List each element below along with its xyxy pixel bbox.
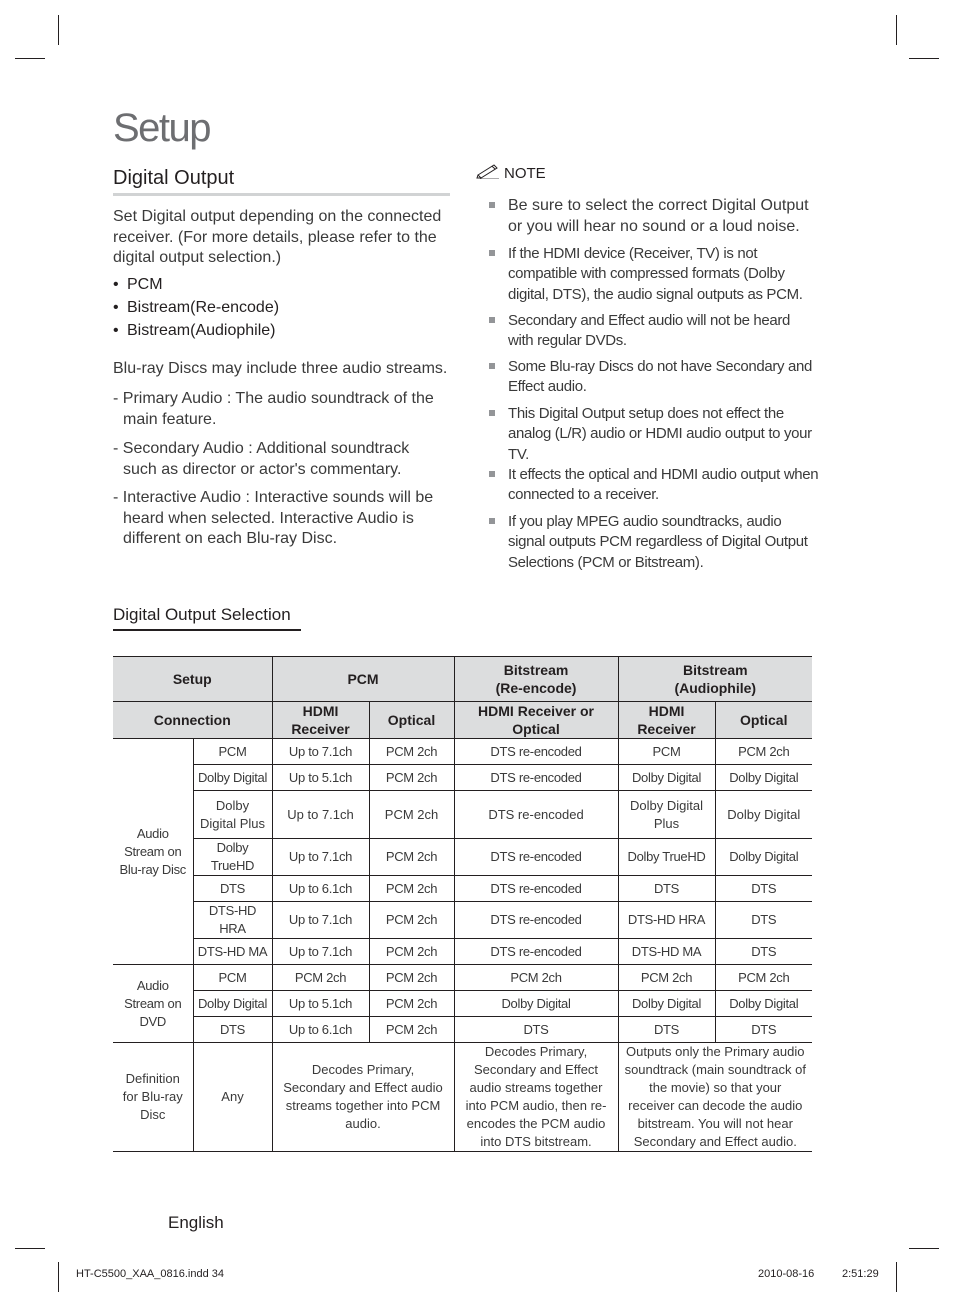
table-row <box>113 965 812 991</box>
table-cell: Decodes Primary, Secondary and Effect audio streams together into PCM audio. <box>272 1043 454 1152</box>
table-cell: Up to 7.1ch <box>272 939 369 965</box>
table-row <box>113 739 812 765</box>
crop-mark <box>909 58 939 59</box>
table-cell: DTS <box>193 876 272 902</box>
note-continuation: It effects the optical and HDMI audio output when connected to a receiver. <box>489 465 819 506</box>
table-cell: PCM 2ch <box>369 902 454 939</box>
table-cell: Dolby Digital <box>715 791 812 839</box>
table-row <box>113 991 812 1017</box>
list-item: • PCM <box>113 273 279 296</box>
table-row <box>113 791 812 839</box>
table-header-row <box>113 657 812 702</box>
table-cell: Dolby Digital Plus <box>618 791 715 839</box>
page-title: Setup <box>113 106 211 150</box>
table-cell: DTS <box>715 1017 812 1043</box>
header-cell: Connection <box>113 702 272 739</box>
table-cell: PCM 2ch <box>369 991 454 1017</box>
table-cell: DTS re-encoded <box>454 876 618 902</box>
table-cell: PCM 2ch <box>369 791 454 839</box>
table-cell: DTS re-encoded <box>454 765 618 791</box>
table-cell: Dolby Digital <box>715 991 812 1017</box>
slug-file: HT-C5500_XAA_0816.indd 34 <box>76 1268 224 1280</box>
table-cell: Dolby Digital <box>618 991 715 1017</box>
row-group-label: Audio Stream on Blu-ray Disc <box>113 739 193 965</box>
table-cell: Dolby Digital <box>193 765 272 791</box>
table-cell: DTS <box>618 1017 715 1043</box>
table-cell: Up to 7.1ch <box>272 791 369 839</box>
list-item: • Bistream(Re-encode) <box>113 296 279 319</box>
note-item: This Digital Output setup does not effect the analog (L/R) audio or HDMI audio output to your TV. <box>489 404 819 465</box>
header-cell: Bitstream (Audiophile) <box>618 657 812 702</box>
header-cell: HDMI Receiver or Optical <box>454 702 618 739</box>
stream-item: - Primary Audio : The audio soundtrack of the main feature. <box>113 390 434 428</box>
table-cell: Dolby Digital <box>715 765 812 791</box>
table-cell: PCM <box>193 965 272 991</box>
list-item: • Bistream(Audiophile) <box>113 319 279 342</box>
table-cell: Up to 5.1ch <box>272 991 369 1017</box>
table-row <box>113 839 812 876</box>
streams-intro: Blu-ray Discs may include three audio streams. <box>113 360 448 377</box>
footer-language: English <box>168 1213 224 1232</box>
section-rule <box>113 193 450 196</box>
slug-time: 2:51:29 <box>842 1268 879 1280</box>
table-cell: DTS <box>715 939 812 965</box>
table-title-rule <box>113 629 301 631</box>
table-cell: Outputs only the Primary audio soundtrack (main soundtrack of the movie) so that your receiver can decode the audio bitstream. You will not hear Secondary and Effect audio. <box>618 1043 812 1152</box>
table-cell: Up to 6.1ch <box>272 1017 369 1043</box>
crop-mark <box>896 1262 897 1292</box>
table-cell: DTS <box>193 1017 272 1043</box>
table-cell: DTS re-encoded <box>454 739 618 765</box>
note-heading <box>476 163 546 183</box>
table-row <box>113 1043 812 1152</box>
table-cell: Up to 5.1ch <box>272 765 369 791</box>
note-item: If the HDMI device (Receiver, TV) is not compatible with compressed formats (Dolby digital, DTS), the audio signal outputs as PCM. <box>489 244 819 305</box>
table-cell: DTS <box>454 1017 618 1043</box>
crop-mark <box>15 1248 45 1249</box>
table-cell: DTS re-encoded <box>454 902 618 939</box>
table-cell: PCM 2ch <box>454 965 618 991</box>
pencil-icon <box>476 163 500 183</box>
table-cell: Up to 7.1ch <box>272 739 369 765</box>
section-title: Digital Output <box>113 167 235 189</box>
header-cell: Optical <box>369 702 454 739</box>
crop-mark <box>909 1248 939 1249</box>
slug-date: 2010-08-16 <box>758 1268 815 1280</box>
table-cell: PCM 2ch <box>369 839 454 876</box>
table-cell: PCM 2ch <box>369 876 454 902</box>
table-cell: PCM 2ch <box>369 1017 454 1043</box>
table-cell: PCM 2ch <box>272 965 369 991</box>
table-cell: Any <box>193 1043 272 1152</box>
table-row <box>113 876 812 902</box>
table-cell: PCM 2ch <box>369 965 454 991</box>
table-cell: Dolby Digital <box>618 765 715 791</box>
note-item: Be sure to select the correct Digital Output or you will hear no sound or a loud noise. <box>489 196 819 237</box>
table-cell: DTS <box>715 902 812 939</box>
header-cell: Bitstream (Re-encode) <box>454 657 618 702</box>
header-cell: HDMI Receiver <box>272 702 369 739</box>
table-cell: Up to 6.1ch <box>272 876 369 902</box>
output-options-list <box>113 273 279 342</box>
table-cell: Dolby TrueHD <box>193 839 272 876</box>
table-cell: PCM <box>193 739 272 765</box>
header-cell: Optical <box>715 702 812 739</box>
intro-text: Set Digital output depending on the connected receiver. (For more details, please refer to the digital output selection.) <box>113 208 442 266</box>
table-cell: PCM 2ch <box>369 765 454 791</box>
note-label: NOTE <box>504 164 546 182</box>
table-cell: Dolby TrueHD <box>618 839 715 876</box>
crop-mark <box>58 15 59 45</box>
table-cell: Dolby Digital <box>193 991 272 1017</box>
table-cell: PCM 2ch <box>715 965 812 991</box>
note-item: Secondary and Effect audio will not be heard with regular DVDs. <box>489 311 819 352</box>
table-row <box>113 765 812 791</box>
table-cell: DTS re-encoded <box>454 939 618 965</box>
header-cell: HDMI Receiver <box>618 702 715 739</box>
table-cell: Up to 7.1ch <box>272 902 369 939</box>
table-cell: Dolby Digital <box>715 839 812 876</box>
table-cell: DTS-HD MA <box>618 939 715 965</box>
table-cell: DTS-HD HRA <box>193 902 272 939</box>
table-cell: PCM <box>618 739 715 765</box>
table-cell: Up to 7.1ch <box>272 839 369 876</box>
table-cell: Dolby Digital Plus <box>193 791 272 839</box>
table-cell: DTS re-encoded <box>454 791 618 839</box>
row-group-label: Audio Stream on DVD <box>113 965 193 1043</box>
crop-mark <box>896 15 897 45</box>
crop-mark <box>58 1262 59 1292</box>
header-cell: PCM <box>272 657 454 702</box>
table-cell: DTS <box>715 876 812 902</box>
digital-output-table <box>113 656 812 1152</box>
table-cell: DTS-HD HRA <box>618 902 715 939</box>
table-cell: Dolby Digital <box>454 991 618 1017</box>
stream-item: - Secondary Audio : Additional soundtrack such as director or actor's commentary. <box>113 440 410 478</box>
table-title: Digital Output Selection <box>113 605 291 624</box>
table-cell: PCM 2ch <box>715 739 812 765</box>
table-row <box>113 939 812 965</box>
table-cell: PCM 2ch <box>369 939 454 965</box>
table-cell: PCM 2ch <box>369 739 454 765</box>
row-group-label: Definition for Blu-ray Disc <box>113 1043 193 1152</box>
header-cell: Setup <box>113 657 272 702</box>
table-cell: DTS <box>618 876 715 902</box>
table-cell: DTS re-encoded <box>454 839 618 876</box>
table-cell: DTS-HD MA <box>193 939 272 965</box>
table-header-row <box>113 702 812 739</box>
table-row <box>113 902 812 939</box>
table-cell: PCM 2ch <box>618 965 715 991</box>
table-row <box>113 1017 812 1043</box>
note-item: Some Blu-ray Discs do not have Secondary and Effect audio. <box>489 357 819 398</box>
stream-item: - Interactive Audio : Interactive sounds will be heard when selected. Interactive Audio is different on each Blu-ray Disc. <box>113 489 434 547</box>
note-item: If you play MPEG audio soundtracks, audio signal outputs PCM regardless of Digital Output Selections (PCM or Bitstream). <box>489 512 819 573</box>
crop-mark <box>15 58 45 59</box>
table-cell: Decodes Primary, Secondary and Effect audio streams together into PCM audio, then re-encodes the PCM audio into DTS bitstream. <box>454 1043 618 1152</box>
